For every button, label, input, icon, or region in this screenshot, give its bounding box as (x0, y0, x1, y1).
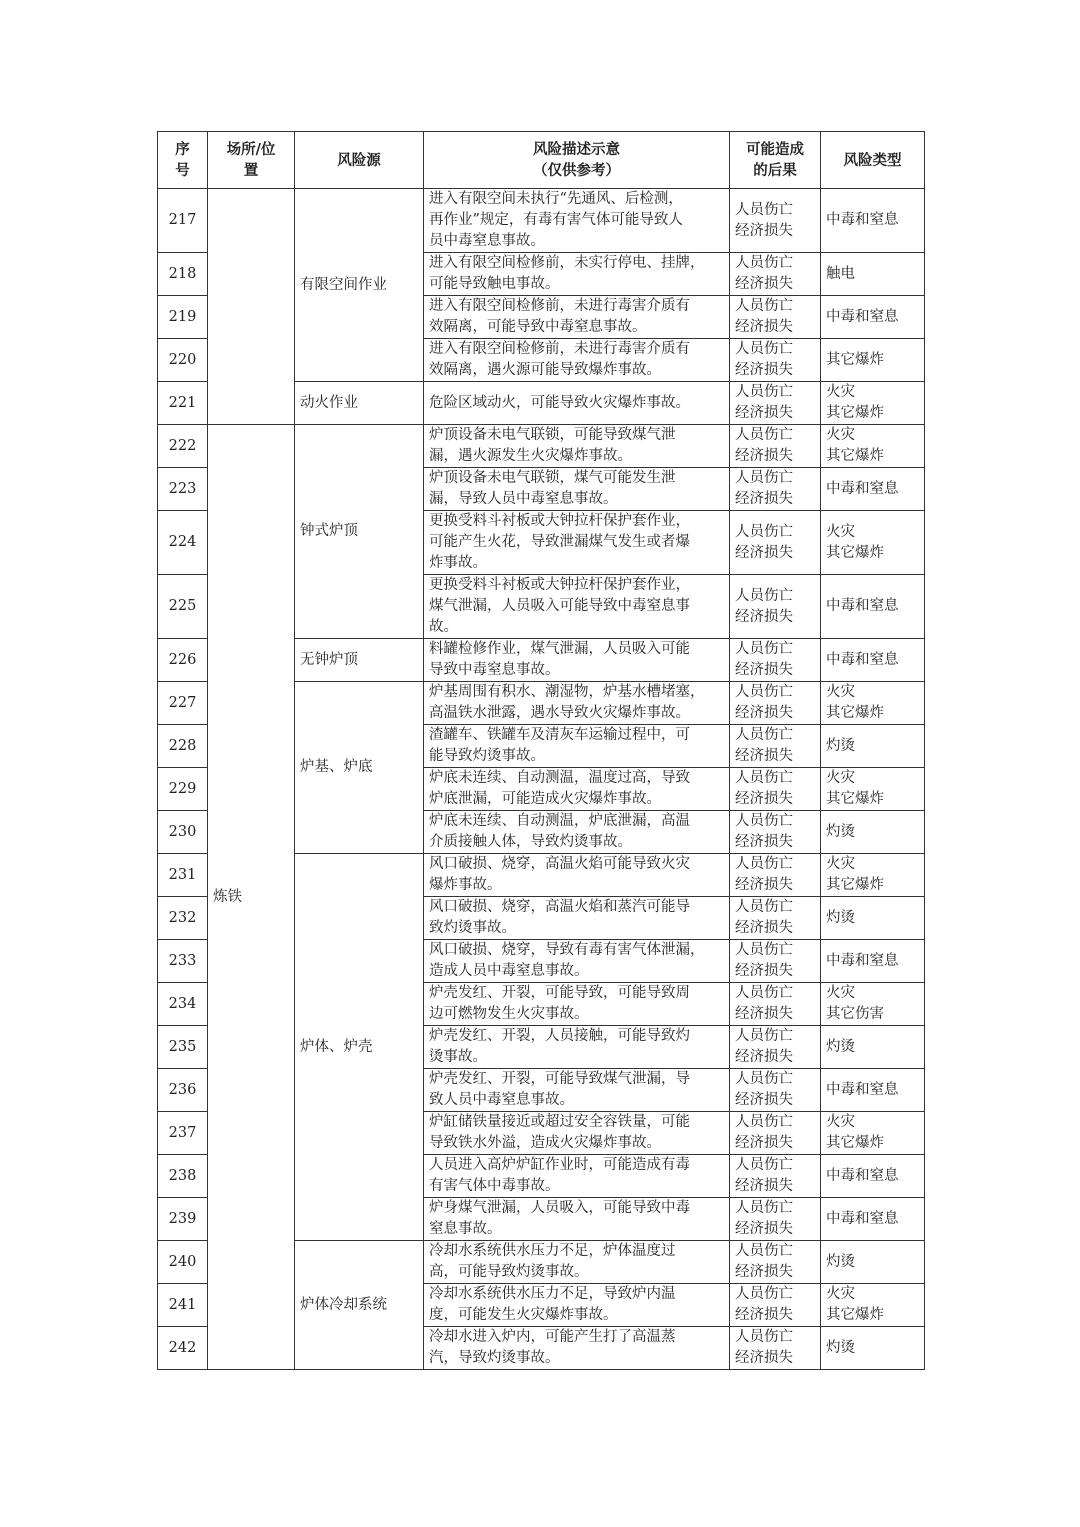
risk-source-cell: 有限空间作业 (295, 189, 424, 382)
row-seq: 225 (158, 575, 208, 639)
consequence-cell: 人员伤亡 经济损失 (730, 1284, 821, 1327)
risk-type-cell: 灼烫 (821, 811, 925, 854)
location-cell: 炼铁 (208, 425, 295, 1370)
row-seq: 238 (158, 1155, 208, 1198)
risk-table (157, 131, 925, 1370)
consequence-cell: 人员伤亡 经济损失 (730, 854, 821, 897)
consequence-cell: 人员伤亡 经济损失 (730, 296, 821, 339)
risk-description-cell: 更换受料斗衬板或大钟拉杆保护套作业， 煤气泄漏，人员吸入可能导致中毒窒息事 故。 (424, 575, 730, 639)
risk-description-cell: 进入有限空间检修前，未进行毒害介质有 效隔离，遇火源可能导致爆炸事故。 (424, 339, 730, 382)
risk-type-cell: 中毒和窒息 (821, 1155, 925, 1198)
risk-source-cell: 炉基、炉底 (295, 682, 424, 854)
risk-type-cell: 火灾 其它爆炸 (821, 511, 925, 575)
risk-description-cell: 更换受料斗衬板或大钟拉杆保护套作业， 可能产生火花，导致泄漏煤气发生或者爆 炸事故。 (424, 511, 730, 575)
consequence-cell: 人员伤亡 经济损失 (730, 1241, 821, 1284)
risk-description-cell: 炉壳发红、开裂，可能导致，可能导致周 边可燃物发生火灾事故。 (424, 983, 730, 1026)
consequence-cell: 人员伤亡 经济损失 (730, 1155, 821, 1198)
risk-description-cell: 炉顶设备未电气联锁，煤气可能发生泄 漏，导致人员中毒窒息事故。 (424, 468, 730, 511)
risk-source-cell: 炉体、炉壳 (295, 854, 424, 1241)
risk-type-cell: 中毒和窒息 (821, 189, 925, 253)
risk-source-cell: 钟式炉顶 (295, 425, 424, 639)
risk-type-cell: 中毒和窒息 (821, 575, 925, 639)
risk-description-cell: 危险区域动火，可能导致火灾爆炸事故。 (424, 382, 730, 425)
risk-description-cell: 渣罐车、铁罐车及清灰车运输过程中，可 能导致灼烫事故。 (424, 725, 730, 768)
risk-description-cell: 炉壳发红、开裂，人员接触，可能导致灼 烫事故。 (424, 1026, 730, 1069)
row-seq: 232 (158, 897, 208, 940)
risk-type-cell: 火灾 其它爆炸 (821, 425, 925, 468)
risk-description-cell: 炉壳发红、开裂，可能导致煤气泄漏，导 致人员中毒窒息事故。 (424, 1069, 730, 1112)
risk-description-cell: 炉顶设备未电气联锁，可能导致煤气泄 漏，遇火源发生火灾爆炸事故。 (424, 425, 730, 468)
row-seq: 229 (158, 768, 208, 811)
consequence-cell: 人员伤亡 经济损失 (730, 983, 821, 1026)
consequence-cell: 人员伤亡 经济损失 (730, 1069, 821, 1112)
risk-type-cell: 灼烫 (821, 725, 925, 768)
risk-description-cell: 炉身煤气泄漏，人员吸入，可能导致中毒 窒息事故。 (424, 1198, 730, 1241)
consequence-cell: 人员伤亡 经济损失 (730, 339, 821, 382)
consequence-cell: 人员伤亡 经济损失 (730, 1198, 821, 1241)
risk-type-cell: 灼烫 (821, 1241, 925, 1284)
risk-type-cell: 中毒和窒息 (821, 940, 925, 983)
consequence-cell: 人员伤亡 经济损失 (730, 425, 821, 468)
risk-description-cell: 风口破损、烧穿，高温火焰和蒸汽可能导 致灼烫事故。 (424, 897, 730, 940)
risk-description-cell: 风口破损、烧穿，导致有毒有害气体泄漏， 造成人员中毒窒息事故。 (424, 940, 730, 983)
risk-description-cell: 冷却水进入炉内，可能产生打了高温蒸 汽，导致灼烫事故。 (424, 1327, 730, 1370)
consequence-cell: 人员伤亡 经济损失 (730, 253, 821, 296)
location-cell (208, 189, 295, 425)
risk-description-cell: 人员进入高炉炉缸作业时，可能造成有毒 有害气体中毒事故。 (424, 1155, 730, 1198)
risk-description-cell: 炉底未连续、自动测温，炉底泄漏，高温 介质接触人体，导致灼烫事故。 (424, 811, 730, 854)
risk-source-cell: 炉体冷却系统 (295, 1241, 424, 1370)
header-row (158, 132, 925, 189)
risk-type-cell: 中毒和窒息 (821, 1198, 925, 1241)
consequence-cell: 人员伤亡 经济损失 (730, 639, 821, 682)
row-seq: 224 (158, 511, 208, 575)
row-seq: 226 (158, 639, 208, 682)
risk-type-cell: 其它爆炸 (821, 339, 925, 382)
risk-description-cell: 风口破损、烧穿，高温火焰可能导致火灾 爆炸事故。 (424, 854, 730, 897)
risk-source-cell: 动火作业 (295, 382, 424, 425)
row-seq: 235 (158, 1026, 208, 1069)
risk-type-cell: 触电 (821, 253, 925, 296)
consequence-cell: 人员伤亡 经济损失 (730, 725, 821, 768)
consequence-cell: 人员伤亡 经济损失 (730, 511, 821, 575)
row-seq: 237 (158, 1112, 208, 1155)
row-seq: 231 (158, 854, 208, 897)
table-row (158, 425, 925, 468)
table-body (158, 189, 925, 1370)
risk-description-cell: 进入有限空间检修前，未实行停电、挂牌， 可能导致触电事故。 (424, 253, 730, 296)
risk-type-cell: 灼烫 (821, 897, 925, 940)
header-description: 风险描述示意 （仅供参考） (424, 132, 730, 189)
risk-source-cell: 无钟炉顶 (295, 639, 424, 682)
header-seq: 序 号 (158, 132, 208, 189)
row-seq: 242 (158, 1327, 208, 1370)
row-seq: 236 (158, 1069, 208, 1112)
consequence-cell: 人员伤亡 经济损失 (730, 940, 821, 983)
consequence-cell: 人员伤亡 经济损失 (730, 382, 821, 425)
consequence-cell: 人员伤亡 经济损失 (730, 1112, 821, 1155)
row-seq: 240 (158, 1241, 208, 1284)
risk-description-cell: 炉底未连续、自动测温，温度过高，导致 炉底泄漏，可能造成火灾爆炸事故。 (424, 768, 730, 811)
header-consequence: 可能造成 的后果 (730, 132, 821, 189)
risk-type-cell: 中毒和窒息 (821, 1069, 925, 1112)
risk-type-cell: 中毒和窒息 (821, 296, 925, 339)
row-seq: 241 (158, 1284, 208, 1327)
consequence-cell: 人员伤亡 经济损失 (730, 897, 821, 940)
row-seq: 230 (158, 811, 208, 854)
row-seq: 234 (158, 983, 208, 1026)
consequence-cell: 人员伤亡 经济损失 (730, 811, 821, 854)
risk-type-cell: 火灾 其它爆炸 (821, 1284, 925, 1327)
risk-type-cell: 中毒和窒息 (821, 468, 925, 511)
risk-type-cell: 火灾 其它爆炸 (821, 1112, 925, 1155)
row-seq: 218 (158, 253, 208, 296)
risk-type-cell: 灼烫 (821, 1327, 925, 1370)
risk-description-cell: 炉缸储铁量接近或超过安全容铁量，可能 导致铁水外溢，造成火灾爆炸事故。 (424, 1112, 730, 1155)
row-seq: 239 (158, 1198, 208, 1241)
consequence-cell: 人员伤亡 经济损失 (730, 189, 821, 253)
risk-description-cell: 进入有限空间未执行“先通风、后检测， 再作业”规定，有毒有害气体可能导致人 员中毒窒息事故。 (424, 189, 730, 253)
risk-description-cell: 冷却水系统供水压力不足，导致炉内温 度，可能发生火灾爆炸事故。 (424, 1284, 730, 1327)
row-seq: 233 (158, 940, 208, 983)
risk-type-cell: 灼烫 (821, 1026, 925, 1069)
row-seq: 220 (158, 339, 208, 382)
consequence-cell: 人员伤亡 经济损失 (730, 468, 821, 511)
table-row (158, 189, 925, 253)
consequence-cell: 人员伤亡 经济损失 (730, 1026, 821, 1069)
consequence-cell: 人员伤亡 经济损失 (730, 575, 821, 639)
consequence-cell: 人员伤亡 经济损失 (730, 682, 821, 725)
header-source: 风险源 (295, 132, 424, 189)
risk-type-cell: 中毒和窒息 (821, 639, 925, 682)
risk-description-cell: 冷却水系统供水压力不足，炉体温度过 高，可能导致灼烫事故。 (424, 1241, 730, 1284)
risk-description-cell: 进入有限空间检修前，未进行毒害介质有 效隔离，可能导致中毒窒息事故。 (424, 296, 730, 339)
risk-description-cell: 炉基周围有积水、潮湿物，炉基水槽堵塞， 高温铁水泄露，遇水导致火灾爆炸事故。 (424, 682, 730, 725)
row-seq: 228 (158, 725, 208, 768)
risk-type-cell: 火灾 其它爆炸 (821, 768, 925, 811)
risk-description-cell: 料罐检修作业，煤气泄漏，人员吸入可能 导致中毒窒息事故。 (424, 639, 730, 682)
consequence-cell: 人员伤亡 经济损失 (730, 768, 821, 811)
header-location: 场所/位 置 (208, 132, 295, 189)
row-seq: 217 (158, 189, 208, 253)
row-seq: 222 (158, 425, 208, 468)
row-seq: 221 (158, 382, 208, 425)
risk-type-cell: 火灾 其它爆炸 (821, 854, 925, 897)
row-seq: 227 (158, 682, 208, 725)
risk-type-cell: 火灾 其它爆炸 (821, 382, 925, 425)
risk-type-cell: 火灾 其它伤害 (821, 983, 925, 1026)
row-seq: 219 (158, 296, 208, 339)
consequence-cell: 人员伤亡 经济损失 (730, 1327, 821, 1370)
row-seq: 223 (158, 468, 208, 511)
header-type: 风险类型 (821, 132, 925, 189)
risk-type-cell: 火灾 其它爆炸 (821, 682, 925, 725)
